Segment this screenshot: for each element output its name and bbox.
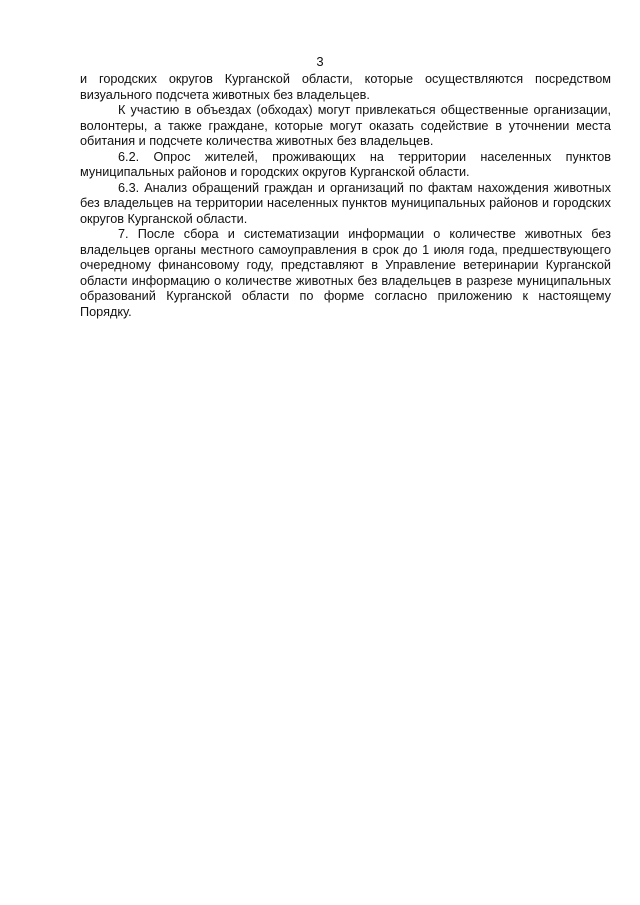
document-body <box>80 72 611 320</box>
page-number: 3 <box>316 54 324 69</box>
paragraph-7: 7. После сбора и систематизации информации о количестве животных без владельцев органы местного самоуправления в срок до 1 июля года, предшествующего очередному финансовому году, представляют в Управление ветеринарии Курганской области информацию о количестве животных без владельцев в разрезе муниципальных образований Курганской области по форме согласно приложению к настоящему Порядку. <box>80 227 611 319</box>
paragraph-6-2: 6.2. Опрос жителей, проживающих на территории населенных пунктов муниципальных районов и городских округов Курганской области. <box>80 149 611 179</box>
paragraph-participation: К участию в объездах (обходах) могут привлекаться общественные организации, волонтеры, а также граждане, которые могут оказать содействие в уточнении места обитания и подсчете количества животных без владельцев. <box>80 103 611 148</box>
paragraph-6-3: 6.3. Анализ обращений граждан и организаций по фактам нахождения животных без владельцев на территории населенных пунктов муниципальных районов и городских округов Курганской области. <box>80 180 611 226</box>
paragraph-continuation: и городских округов Курганской области, которые осуществляются посредством визуального подсчета животных без владельцев. <box>80 72 611 102</box>
